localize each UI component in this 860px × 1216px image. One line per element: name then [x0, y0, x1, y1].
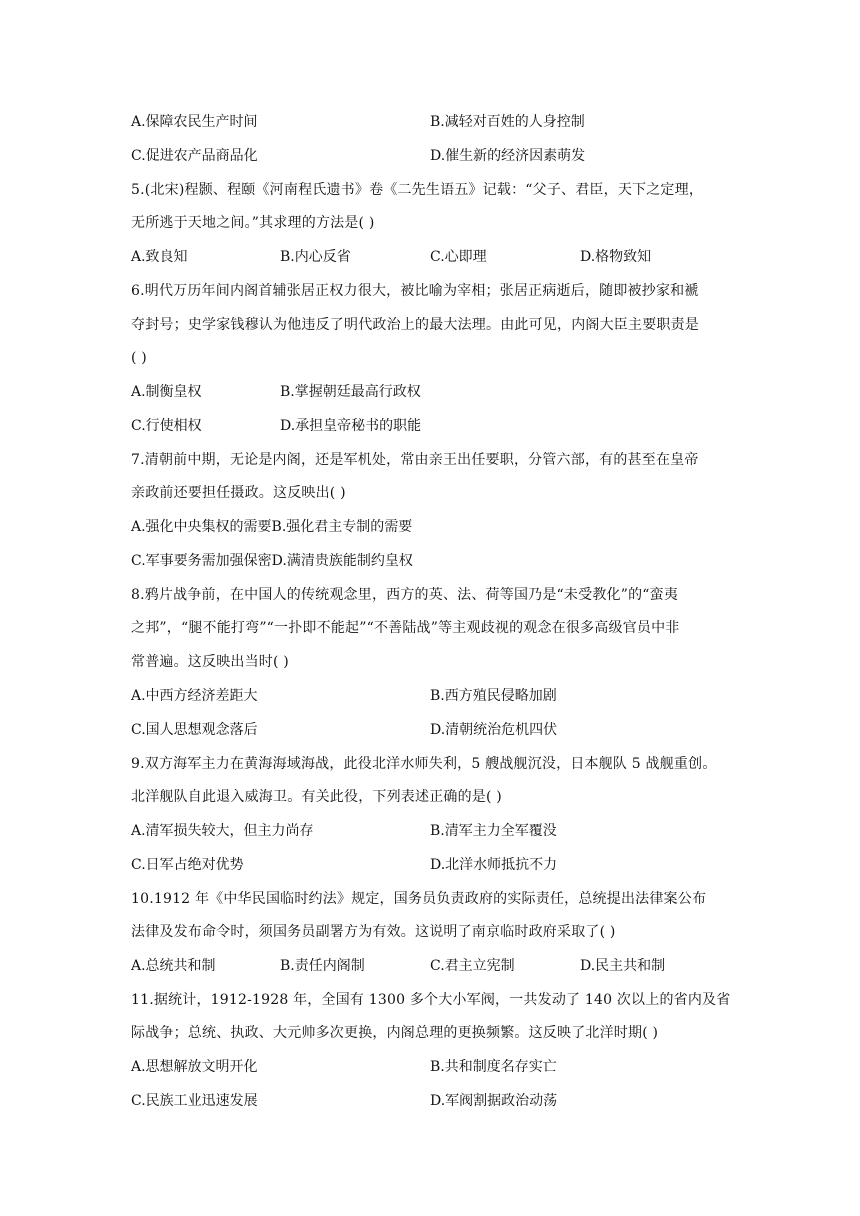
q6-option-a[interactable]: A.制衡皇权 — [131, 384, 202, 400]
q10-option-a[interactable]: A.总统共和制 — [131, 958, 216, 974]
q4-option-c[interactable]: C.促进农产品商品化 — [131, 148, 258, 164]
q5-stem-line-2: 无所逃于天地之间。”其求理的方法是( ) — [131, 215, 375, 231]
q11-option-b[interactable]: B.共和制度名存实亡 — [430, 1059, 557, 1075]
q5-option-c[interactable]: C.心即理 — [430, 249, 487, 265]
q11-option-c[interactable]: C.民族工业迅速发展 — [131, 1093, 258, 1109]
q7-options-cd[interactable]: C.军事要务需加强保密D.满清贵族能制约皇权 — [131, 553, 413, 569]
q9-option-a[interactable]: A.清军损失较大，但主力尚存 — [131, 823, 314, 839]
q7-stem-line-1: 7.清朝前中期，无论是内阁，还是军机处，常由亲王出任要职，分管六部，有的甚至在皇帝 — [131, 452, 699, 468]
q10-option-c[interactable]: C.君主立宪制 — [430, 958, 515, 974]
q11-option-a[interactable]: A.思想解放文明开化 — [131, 1059, 258, 1075]
q11-stem-line-1: 11.据统计，1912-1928 年，全国有 1300 多个大小军阀，一共发动了 140 次以上的省内及省 — [131, 992, 731, 1008]
q10-stem-line-2: 法律及发布命令时，须国务员副署方为有效。这说明了南京临时政府采取了( ) — [131, 924, 616, 940]
q9-option-d[interactable]: D.北洋水师抵抗不力 — [430, 857, 558, 873]
q10-option-d[interactable]: D.民主共和制 — [580, 958, 666, 974]
q4-option-b[interactable]: B.减轻对百姓的人身控制 — [430, 114, 585, 130]
q4-option-d[interactable]: D.催生新的经济因素萌发 — [430, 148, 586, 164]
q5-option-a[interactable]: A.致良知 — [131, 249, 188, 265]
q10-stem-line-1: 10.1912 年《中华民国临时约法》规定，国务员负责政府的实际责任，总统提出法律案公布 — [131, 891, 707, 907]
q9-stem-line-2: 北洋舰队自此退入威海卫。有关此役，下列表述正确的是( ) — [131, 789, 502, 805]
q11-stem-line-2: 际战争；总统、执政、大元帅多次更换，内阁总理的更换频繁。这反映了北洋时期( ) — [131, 1025, 659, 1041]
q7-options-ab[interactable]: A.强化中央集权的需要B.强化君主专制的需要 — [131, 519, 413, 535]
q9-option-c[interactable]: C.日军占绝对优势 — [131, 857, 244, 873]
q6-option-b[interactable]: B.掌握朝廷最高行政权 — [280, 384, 421, 400]
q8-stem-line-1: 8.鸦片战争前，在中国人的传统观念里，西方的英、法、荷等国乃是“未受教化”的“蛮夷 — [131, 587, 679, 603]
q10-option-b[interactable]: B.责任内阁制 — [280, 958, 365, 974]
q9-stem-line-1: 9.双方海军主力在黄海海域海战，此役北洋水师失利，5 艘战舰沉没，日本舰队 5 战舰重创。 — [131, 756, 717, 772]
q6-stem-line-1: 6.明代万历年间内阁首辅张居正权力很大，被比喻为宰相；张居正病逝后，随即被抄家和褫 — [131, 283, 699, 299]
q7-stem-line-2: 亲政前还要担任摄政。这反映出( ) — [131, 485, 346, 501]
q8-option-d[interactable]: D.清朝统治危机四伏 — [430, 722, 558, 738]
q6-stem-line-3: ( ) — [131, 350, 147, 366]
q5-option-d[interactable]: D.格物致知 — [580, 249, 652, 265]
q5-option-b[interactable]: B.内心反省 — [280, 249, 351, 265]
q6-option-d[interactable]: D.承担皇帝秘书的职能 — [280, 418, 422, 434]
q6-stem-line-2: 夺封号；史学家钱穆认为他违反了明代政治上的最大法理。由此可见，内阁大臣主要职责是 — [131, 317, 699, 333]
q8-option-c[interactable]: C.国人思想观念落后 — [131, 722, 258, 738]
q8-option-b[interactable]: B.西方殖民侵略加剧 — [430, 688, 557, 704]
q11-option-d[interactable]: D.军阀割据政治动荡 — [430, 1093, 558, 1109]
q5-stem-line-1: 5.(北宋)程颢、程颐《河南程氏遗书》卷《二先生语五》记载：“父子、君臣，天下之定理， — [131, 182, 704, 198]
q9-option-b[interactable]: B.清军主力全军覆没 — [430, 823, 557, 839]
q6-option-c[interactable]: C.行使相权 — [131, 418, 202, 434]
q8-stem-line-2: 之邦”，“腿不能打弯”“一扑即不能起”“不善陆战”等主观歧视的观念在很多高级官员中非 — [131, 620, 680, 636]
q8-option-a[interactable]: A.中西方经济差距大 — [131, 688, 258, 704]
q8-stem-line-3: 常普遍。这反映出当时( ) — [131, 654, 289, 670]
q4-option-a[interactable]: A.保障农民生产时间 — [131, 114, 258, 130]
